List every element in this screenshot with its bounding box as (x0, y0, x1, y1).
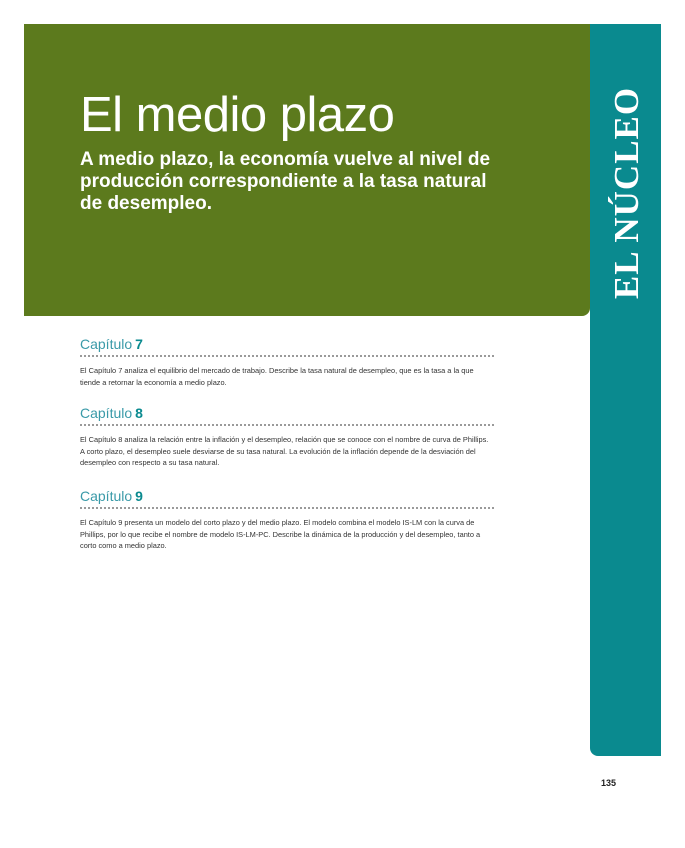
page-number: 135 (601, 778, 617, 788)
chapter-heading (80, 487, 494, 505)
chapter-section-8 (80, 404, 494, 469)
chapter-number: 9 (135, 488, 143, 504)
chapter-description: El Capítulo 8 analiza la relación entre la inflación y el desempleo, relación que se conoce con el nombre de curva de Phillips. A corto plazo, el desempleo suele desviarse de su tasa natural. La evolución de la inflación depende de la desviación del desempleo con respecto a su tasa natural. (80, 435, 489, 467)
dotted-divider (80, 424, 494, 426)
page-title: El medio plazo (80, 88, 395, 142)
page-subtitle: A medio plazo, la economía vuelve al nivel de producción correspondiente a la tasa natural de desempleo. (80, 149, 491, 214)
dotted-divider (80, 355, 494, 357)
chapter-heading-label: Capítulo (80, 336, 133, 352)
chapter-number: 8 (135, 405, 143, 421)
chapter-heading-label: Capítulo (80, 405, 133, 421)
chapter-section-7 (80, 335, 494, 388)
chapter-description: El Capítulo 9 presenta un modelo del corto plazo y del medio plazo. El modelo combina el modelo IS-LM con la curva de Phillips, por lo que recibe el nombre de modelo IS-LM-PC. Describe la dinámica de la producción y del desempleo, tanto a corto como a medio plazo. (80, 518, 481, 550)
chapter-description: El Capítulo 7 analiza el equilibrio del mercado de trabajo. Describe la tasa natural de desempleo, que es la tasa a la que tiende a retornar la economía a medio plazo. (80, 366, 474, 387)
section-side-label: EL NÚCLEO (607, 86, 646, 300)
chapter-heading (80, 404, 494, 422)
chapter-heading (80, 335, 494, 353)
chapter-heading-label: Capítulo (80, 488, 133, 504)
chapter-section-9 (80, 487, 494, 552)
chapter-number: 7 (135, 336, 143, 352)
dotted-divider (80, 507, 494, 509)
